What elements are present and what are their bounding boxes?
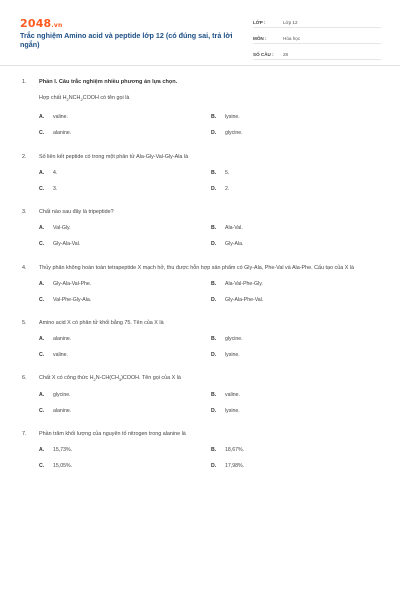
option-a[interactable] [39, 447, 211, 454]
options-grid [22, 281, 382, 304]
option-text: valine. [225, 392, 240, 399]
question-3 [22, 208, 382, 248]
option-letter: A. [39, 170, 45, 177]
question-text: Thủy phân không hoàn toàn tetrapeptide X mạch hở, thu được hỗn hợp sản phẩm có Gly-Ala, Phe-Val và Ala-Phe. Cấu tạo của X là [39, 265, 354, 272]
subscript: 3 [118, 377, 122, 383]
logo-suffix: .vn [51, 22, 63, 29]
option-c[interactable] [39, 297, 211, 304]
option-b[interactable] [211, 281, 381, 288]
option-text: Ala-Val-Phe-Gly. [225, 281, 263, 288]
question-6 [22, 374, 382, 415]
section-title: Phần I. Câu trắc nghiệm nhiều phương án lựa chọn. [39, 79, 178, 85]
meta-label: SỐ CÂU : [253, 52, 274, 57]
option-text: valine. [53, 352, 68, 359]
options-grid [22, 336, 382, 359]
page-header [0, 0, 400, 66]
options-grid [22, 392, 382, 415]
subscript: 2 [93, 377, 96, 383]
option-a[interactable] [39, 392, 211, 399]
option-letter: B. [211, 336, 217, 343]
option-letter: C. [39, 186, 45, 193]
option-d[interactable] [211, 352, 381, 359]
text-part: )COOH. Tên gọi của X là [121, 375, 181, 382]
question-number: 5. [22, 320, 27, 327]
meta-row-class [253, 15, 381, 28]
option-text: 15,05%. [53, 463, 73, 470]
question-4 [22, 264, 382, 304]
option-c[interactable] [39, 408, 211, 415]
option-letter: C. [39, 130, 45, 137]
option-text: alanine. [53, 130, 72, 137]
option-text: 4. [53, 170, 58, 177]
option-text: glycine. [225, 336, 243, 343]
quiz-title: Trắc nghiệm Amino acid và peptide lớp 12 (có đúng sai, trả lời ngắn) [20, 31, 233, 49]
option-letter: B. [211, 225, 217, 232]
question-stem [22, 78, 382, 87]
question-text: Phần trăm khối lượng của nguyên tố nitrogen trong alanine là [39, 431, 186, 438]
option-letter: B. [211, 170, 217, 177]
option-letter: B. [211, 281, 217, 288]
option-text: alanine. [53, 408, 72, 415]
question-7 [22, 430, 382, 470]
question-5 [22, 319, 382, 359]
option-a[interactable] [39, 114, 211, 121]
option-c[interactable] [39, 130, 211, 137]
options-grid [22, 447, 382, 470]
option-text: Gly-Ala. [225, 241, 244, 248]
option-letter: D. [211, 241, 217, 248]
question-stem [22, 153, 382, 162]
question-stem [22, 374, 382, 384]
question-number: 4. [22, 265, 27, 272]
option-c[interactable] [39, 241, 211, 248]
question-stem [22, 430, 382, 439]
option-text: Ala-Val. [225, 225, 243, 232]
meta-value: Lớp 12 [283, 20, 298, 25]
option-c[interactable] [39, 186, 211, 193]
question-text [39, 374, 382, 384]
question-number: 1. [22, 79, 27, 85]
option-b[interactable] [211, 336, 381, 343]
option-a[interactable] [39, 170, 211, 177]
text-part: Hợp chất H [39, 95, 67, 101]
option-letter: A. [39, 392, 45, 399]
logo-main: 2048 [20, 17, 52, 30]
options-grid [22, 170, 382, 193]
option-a[interactable] [39, 225, 211, 232]
option-d[interactable] [211, 130, 381, 137]
option-text: 2. [225, 186, 230, 193]
option-letter: B. [211, 447, 217, 454]
text-part: NCH [68, 95, 81, 101]
option-text: Val-Phe-Gly-Ala. [53, 297, 92, 304]
option-letter: C. [39, 463, 45, 470]
option-text: glycine. [53, 392, 71, 399]
text-part: COOH có tên gọi là [82, 95, 130, 101]
option-b[interactable] [211, 447, 381, 454]
question-text: Số liên kết peptide có trong một phân tử Ala-Gly-Val-Gly-Ala là [39, 154, 189, 161]
option-text: alanine. [53, 336, 72, 343]
option-letter: C. [39, 408, 45, 415]
quiz-meta [253, 15, 381, 63]
option-b[interactable] [211, 170, 381, 177]
option-b[interactable] [211, 392, 381, 399]
option-letter: B. [211, 114, 217, 121]
option-text: 17,98%. [225, 463, 245, 470]
option-text: 5. [225, 170, 230, 177]
question-1 [22, 78, 382, 137]
options-grid [22, 225, 382, 248]
option-d[interactable] [211, 241, 381, 248]
question-2 [22, 153, 382, 193]
option-d[interactable] [211, 297, 381, 304]
question-stem [22, 208, 382, 217]
question-number: 7. [22, 431, 27, 438]
option-letter: C. [39, 352, 45, 359]
option-d[interactable] [211, 463, 381, 470]
option-text: Gly-Ala-Val. [53, 241, 81, 248]
question-stem [22, 264, 382, 273]
question-text [22, 95, 382, 102]
option-text: 18,67%. [225, 447, 245, 454]
meta-label: LỚP : [253, 20, 266, 25]
option-b[interactable] [211, 225, 381, 232]
meta-value: 28 [283, 52, 289, 57]
option-letter: D. [211, 463, 217, 470]
option-letter: D. [211, 130, 217, 137]
option-letter: B. [211, 392, 217, 399]
option-letter: A. [39, 225, 45, 232]
option-text: lysine. [225, 352, 240, 359]
option-letter: D. [211, 408, 217, 415]
subscript: 2 [66, 97, 69, 103]
question-stem [22, 319, 382, 328]
meta-row-subject [253, 31, 381, 44]
option-text: lysine. [225, 114, 240, 121]
option-text: Gly-Ala-Phe-Val. [225, 297, 264, 304]
quiz-content [22, 78, 382, 470]
option-d[interactable] [211, 408, 381, 415]
option-letter: C. [39, 297, 45, 304]
option-d[interactable] [211, 186, 381, 193]
option-c[interactable] [39, 463, 211, 470]
option-text: Val-Gly. [53, 225, 71, 232]
option-letter: A. [39, 447, 45, 454]
option-text: lysine. [225, 408, 240, 415]
question-text: Amino acid X có phân tử khối bằng 75. Tên của X là [39, 320, 164, 327]
option-text: 15,73%. [53, 447, 73, 454]
option-letter: D. [211, 186, 217, 193]
option-b[interactable] [211, 114, 381, 121]
question-text: Chất nào sau đây là tripeptide? [39, 209, 114, 216]
meta-label: MÔN : [253, 36, 267, 41]
option-letter: D. [211, 352, 217, 359]
text-part: Chất X có công thức H [39, 375, 94, 382]
meta-row-count [253, 47, 381, 60]
option-text: Gly-Ala-Val-Phe. [53, 281, 92, 288]
option-c[interactable] [39, 352, 211, 359]
question-number: 3. [22, 209, 27, 216]
site-logo[interactable] [20, 17, 62, 30]
option-letter: A. [39, 336, 45, 343]
option-text: glycine. [225, 130, 243, 137]
option-a[interactable] [39, 281, 211, 288]
question-number: 6. [22, 375, 27, 382]
option-letter: D. [211, 297, 217, 304]
option-letter: A. [39, 281, 45, 288]
text-part: N-CH(CH [95, 375, 119, 382]
question-number: 2. [22, 154, 27, 161]
option-letter: A. [39, 114, 45, 121]
option-text: 3. [53, 186, 58, 193]
option-text: valine. [53, 114, 68, 121]
option-a[interactable] [39, 336, 211, 343]
options-grid [22, 114, 382, 137]
option-letter: C. [39, 241, 45, 248]
meta-value: Hóa học [283, 36, 301, 41]
subscript: 2 [80, 97, 83, 103]
